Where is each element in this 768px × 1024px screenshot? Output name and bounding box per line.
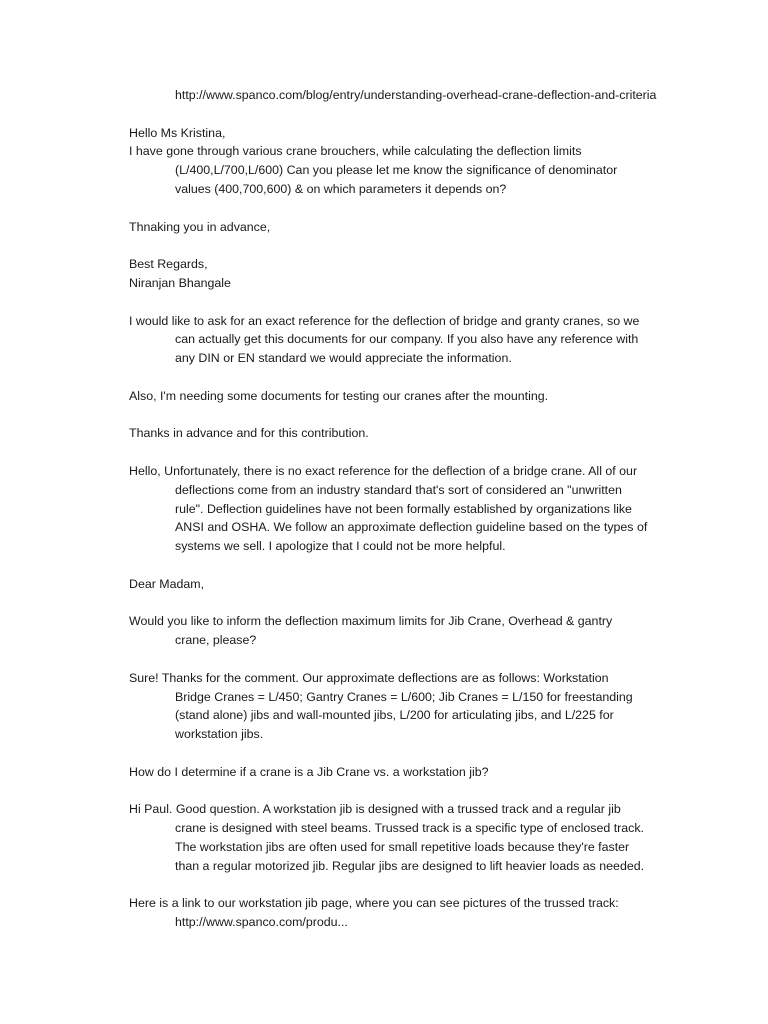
thanks2-text: Thanks in advance and for this contribution. bbox=[129, 426, 369, 441]
question3-text: How do I determine if a crane is a Jib Crane vs. a workstation jib? bbox=[129, 764, 489, 779]
question2-line-2: crane, please? bbox=[175, 633, 257, 648]
question2-line-1: Would you like to inform the deflection maximum limits for Jib Crane, Overhead & gantry bbox=[129, 614, 613, 629]
answer2-line-3: (stand alone) jibs and wall-mounted jibs, L/200 for articulating jibs, and L/225 for bbox=[175, 708, 614, 723]
answer1-paragraph bbox=[129, 462, 669, 556]
answer1-line-3: rule". Deflection guidelines have not been formally established by organizations like bbox=[175, 501, 632, 516]
thanks1-text: Thnaking you in advance, bbox=[129, 219, 271, 234]
workstation-jib-link: http://www.spanco.com/produ... bbox=[175, 915, 348, 930]
answer1-line-2: deflections come from an industry standard that's sort of considered an "unwritten bbox=[175, 482, 622, 497]
source-url: http://www.spanco.com/blog/entry/understanding-overhead-crane-deflection-and-criteria bbox=[175, 88, 657, 102]
thanks2-paragraph bbox=[129, 424, 669, 443]
answer1-line-1: Hello, Unfortunately, there is no exact reference for the deflection of a bridge crane. All of our bbox=[129, 463, 638, 478]
answer3-line-3: The workstation jibs are often used for small repetitive loads because they're faster bbox=[175, 839, 630, 854]
question1-line-3: values (400,700,600) & on which parameters it depends on? bbox=[175, 181, 507, 196]
testing-paragraph bbox=[129, 387, 669, 406]
question2-paragraph bbox=[129, 612, 669, 650]
question1-line-1: I have gone through various crane brouchers, while calculating the deflection limits bbox=[129, 144, 582, 159]
answer1-line-5: systems we sell. I apologize that I could not be more helpful. bbox=[175, 539, 506, 554]
answer2-line-2: Bridge Cranes = L/450; Gantry Cranes = L/600; Jib Cranes = L/150 for freestanding bbox=[175, 689, 633, 704]
link-note-line-1: Here is a link to our workstation jib page, where you can see pictures of the trussed track: bbox=[129, 896, 619, 911]
dear-paragraph bbox=[129, 575, 669, 594]
answer2-line-4: workstation jibs. bbox=[175, 727, 264, 742]
testing-text: Also, I'm needing some documents for testing our cranes after the mounting. bbox=[129, 388, 549, 403]
answer3-line-2: crane is designed with steel beams. Trussed track is a specific type of enclosed track. bbox=[175, 821, 644, 836]
request-line-3: any DIN or EN standard we would appreciate the information. bbox=[175, 351, 512, 366]
question3-paragraph bbox=[129, 763, 669, 782]
dear-text: Dear Madam, bbox=[129, 576, 205, 591]
greeting-paragraph bbox=[129, 124, 669, 143]
request-line-1: I would like to ask for an exact reference for the deflection of bridge and granty cranes, so we bbox=[129, 313, 640, 328]
answer3-paragraph bbox=[129, 800, 669, 875]
answer3-line-4: than a regular motorized jib. Regular jibs are designed to lift heavier loads as needed. bbox=[175, 858, 645, 873]
answer2-paragraph bbox=[129, 669, 669, 744]
question1-line-2: (L/400,L/700,L/600) Can you please let me know the significance of denominator bbox=[175, 163, 618, 178]
signoff-text: Best Regards, bbox=[129, 257, 208, 272]
request-paragraph bbox=[129, 312, 669, 368]
answer1-line-4: ANSI and OSHA. We follow an approximate deflection guideline based on the types of bbox=[175, 520, 648, 535]
answer2-line-1: Sure! Thanks for the comment. Our approximate deflections are as follows: Workstation bbox=[129, 670, 609, 685]
signature-block bbox=[129, 255, 669, 293]
question1-paragraph bbox=[129, 142, 669, 198]
greeting-text: Hello Ms Kristina, bbox=[129, 125, 226, 140]
thanks1-paragraph bbox=[129, 218, 669, 237]
link-paragraph bbox=[129, 894, 669, 932]
source-url-paragraph bbox=[129, 86, 669, 105]
signer-name: Niranjan Bhangale bbox=[129, 275, 231, 290]
answer3-line-1: Hi Paul. Good question. A workstation jib is designed with a trussed track and a regular jib bbox=[129, 802, 621, 817]
document-body bbox=[129, 86, 669, 932]
request-line-2: can actually get this documents for our company. If you also have any reference with bbox=[175, 332, 639, 347]
